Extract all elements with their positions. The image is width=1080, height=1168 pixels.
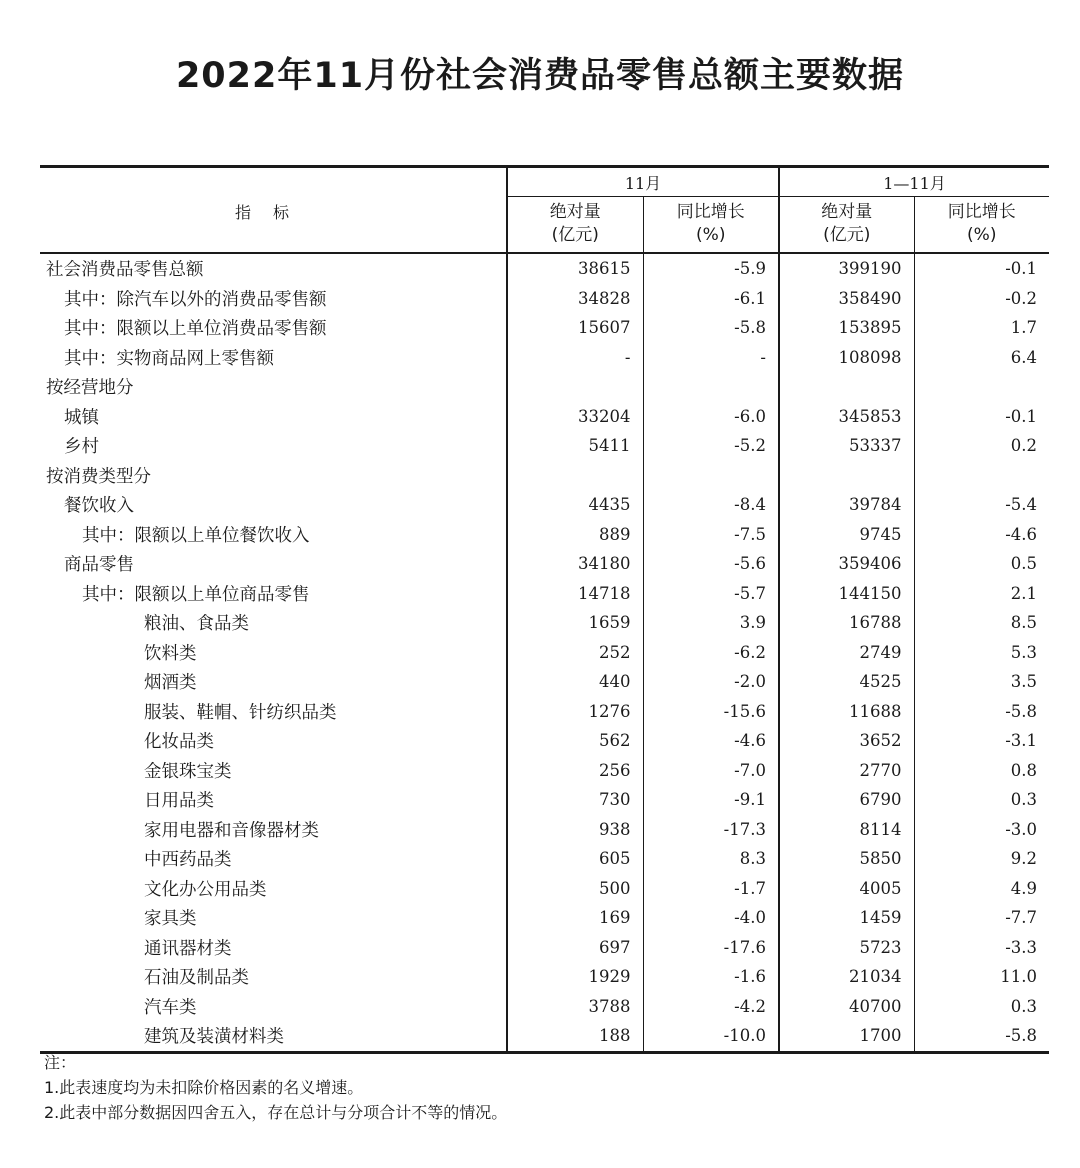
row-label: 其中：限额以上单位餐饮收入	[82, 525, 310, 546]
ytd-abs-cell: 1700	[779, 1021, 914, 1052]
table-body	[40, 253, 1049, 1052]
row-label: 其中：限额以上单位消费品零售额	[64, 319, 327, 340]
table-row	[40, 343, 1049, 373]
row-label: 汽车类	[144, 997, 197, 1018]
table-row	[40, 815, 1049, 845]
ytd-yoy-cell: 4.9	[914, 874, 1049, 904]
ytd-abs-cell: 358490	[779, 284, 914, 314]
month-yoy-cell: -4.2	[643, 992, 779, 1022]
month-abs-cell: 697	[507, 933, 643, 963]
row-label: 通讯器材类	[144, 938, 232, 959]
ytd-abs-cell: 3652	[779, 726, 914, 756]
row-label: 商品零售	[64, 555, 134, 576]
ytd-yoy-cell: -3.0	[914, 815, 1049, 845]
month-yoy-cell: -17.3	[643, 815, 779, 845]
data-table	[40, 165, 1049, 1054]
ytd-yoy-cell: -7.7	[914, 903, 1049, 933]
ytd-abs-cell: 345853	[779, 402, 914, 432]
row-label: 社会消费品零售总额	[46, 260, 204, 281]
ytd-yoy-header	[914, 197, 1049, 254]
row-label: 其中：除汽车以外的消费品零售额	[64, 289, 327, 310]
month-yoy-cell: -6.1	[643, 284, 779, 314]
month-yoy-cell: -17.6	[643, 933, 779, 963]
table-row	[40, 490, 1049, 520]
table-row	[40, 549, 1049, 579]
ytd-yoy-cell: -5.8	[914, 1021, 1049, 1052]
ytd-abs-cell: 6790	[779, 785, 914, 815]
ytd-yoy-cell: -0.2	[914, 284, 1049, 314]
ytd-abs-cell: 21034	[779, 962, 914, 992]
ytd-abs-cell: 108098	[779, 343, 914, 373]
ytd-abs-cell: 2749	[779, 638, 914, 668]
abs-unit: (亿元)	[551, 225, 599, 245]
table-row	[40, 638, 1049, 668]
table-row	[40, 962, 1049, 992]
row-label: 金银珠宝类	[144, 761, 232, 782]
table-row	[40, 402, 1049, 432]
month-abs-cell: 188	[507, 1021, 643, 1052]
yoy-label: 同比增长	[676, 202, 745, 222]
ytd-abs-cell: 39784	[779, 490, 914, 520]
month-abs-cell: 3788	[507, 992, 643, 1022]
abs-label: 绝对量	[821, 202, 873, 222]
ytd-yoy-cell: -3.1	[914, 726, 1049, 756]
month-yoy-cell: -6.0	[643, 402, 779, 432]
ytd-group-header: 1—11月	[779, 167, 1049, 197]
yoy-unit: (%)	[967, 225, 997, 245]
month-yoy-cell: -5.8	[643, 313, 779, 343]
ytd-yoy-cell: -3.3	[914, 933, 1049, 963]
month-abs-cell: 169	[507, 903, 643, 933]
ytd-yoy-cell: 8.5	[914, 608, 1049, 638]
month-abs-cell: 1929	[507, 962, 643, 992]
ytd-abs-cell	[779, 372, 914, 402]
ytd-abs-cell: 40700	[779, 992, 914, 1022]
month-abs-header	[507, 197, 643, 254]
month-yoy-cell	[643, 461, 779, 491]
table-row	[40, 844, 1049, 874]
ytd-abs-cell: 4005	[779, 874, 914, 904]
month-yoy-cell: -15.6	[643, 697, 779, 727]
month-yoy-cell: -5.6	[643, 549, 779, 579]
ytd-yoy-cell: 0.5	[914, 549, 1049, 579]
row-label: 建筑及装潢材料类	[40, 1021, 507, 1052]
month-abs-cell: 1276	[507, 697, 643, 727]
ytd-yoy-cell: 6.4	[914, 343, 1049, 373]
table-row	[40, 933, 1049, 963]
row-label: 服装、鞋帽、针纺织品类	[144, 702, 337, 723]
abs-label: 绝对量	[549, 202, 601, 222]
note-item: 2.此表中部分数据因四舍五入，存在总计与分项合计不等的情况。	[44, 1103, 508, 1122]
month-yoy-cell	[643, 372, 779, 402]
abs-unit: (亿元)	[823, 225, 871, 245]
month-yoy-cell: 8.3	[643, 844, 779, 874]
month-abs-cell: 14718	[507, 579, 643, 609]
ytd-yoy-cell: -4.6	[914, 520, 1049, 550]
month-yoy-cell: -10.0	[643, 1021, 779, 1052]
row-label: 中西药品类	[144, 850, 232, 871]
page-title: 2022年11月份社会消费品零售总额主要数据	[175, 56, 905, 96]
month-yoy-cell: -5.2	[643, 431, 779, 461]
row-label: 粮油、食品类	[144, 614, 249, 635]
month-yoy-header	[643, 197, 779, 254]
ytd-abs-cell: 8114	[779, 815, 914, 845]
ytd-yoy-cell	[914, 461, 1049, 491]
month-abs-cell: 34828	[507, 284, 643, 314]
month-yoy-cell: -4.0	[643, 903, 779, 933]
month-yoy-cell: -1.6	[643, 962, 779, 992]
ytd-abs-cell: 11688	[779, 697, 914, 727]
note-item: 1.此表速度均为未扣除价格因素的名义增速。	[44, 1078, 364, 1097]
ytd-yoy-cell: -5.8	[914, 697, 1049, 727]
ytd-abs-cell: 5723	[779, 933, 914, 963]
table-header	[40, 167, 1049, 254]
row-label: 按经营地分	[46, 378, 134, 399]
month-abs-cell: 34180	[507, 549, 643, 579]
month-abs-cell: 15607	[507, 313, 643, 343]
table-row	[40, 284, 1049, 314]
month-abs-cell: 440	[507, 667, 643, 697]
notes-heading: 注：	[44, 1053, 77, 1072]
table-row	[40, 874, 1049, 904]
table-row	[40, 903, 1049, 933]
month-yoy-cell: -8.4	[643, 490, 779, 520]
table-row	[40, 785, 1049, 815]
row-label: 文化办公用品类	[144, 879, 267, 900]
month-abs-cell: 500	[507, 874, 643, 904]
ytd-abs-cell: 359406	[779, 549, 914, 579]
ytd-yoy-cell: 0.3	[914, 992, 1049, 1022]
month-yoy-cell: 3.9	[643, 608, 779, 638]
month-abs-cell: 252	[507, 638, 643, 668]
ytd-abs-cell: 1459	[779, 903, 914, 933]
ytd-yoy-cell: 2.1	[914, 579, 1049, 609]
ytd-abs-cell: 144150	[779, 579, 914, 609]
month-abs-cell: 562	[507, 726, 643, 756]
row-label: 日用品类	[144, 791, 214, 812]
month-yoy-cell: -4.6	[643, 726, 779, 756]
ytd-yoy-cell: 3.5	[914, 667, 1049, 697]
row-label: 城镇	[64, 407, 99, 428]
ytd-abs-cell: 5850	[779, 844, 914, 874]
table-row	[40, 726, 1049, 756]
month-yoy-cell: -	[643, 343, 779, 373]
month-abs-cell: 33204	[507, 402, 643, 432]
ytd-yoy-cell	[914, 372, 1049, 402]
ytd-abs-cell: 4525	[779, 667, 914, 697]
ytd-yoy-cell: 9.2	[914, 844, 1049, 874]
yoy-label: 同比增长	[947, 202, 1016, 222]
row-label: 饮料类	[144, 643, 197, 664]
table-row	[40, 1021, 1049, 1052]
table-row	[40, 756, 1049, 786]
month-yoy-cell: -7.5	[643, 520, 779, 550]
ytd-abs-cell: 153895	[779, 313, 914, 343]
table-row	[40, 579, 1049, 609]
table-row	[40, 253, 1049, 284]
ytd-abs-cell	[779, 461, 914, 491]
ytd-yoy-cell: 1.7	[914, 313, 1049, 343]
ytd-yoy-cell: 0.8	[914, 756, 1049, 786]
footnotes	[44, 1050, 507, 1125]
month-yoy-cell: -6.2	[643, 638, 779, 668]
ytd-abs-cell: 399190	[779, 253, 914, 284]
month-abs-cell: 4435	[507, 490, 643, 520]
table-row	[40, 667, 1049, 697]
table-row	[40, 992, 1049, 1022]
month-abs-cell: 38615	[507, 253, 643, 284]
month-abs-cell: -	[507, 343, 643, 373]
table-row	[40, 313, 1049, 343]
table-row	[40, 372, 1049, 402]
row-label: 其中：实物商品网上零售额	[64, 348, 274, 369]
row-label: 餐饮收入	[64, 496, 134, 517]
month-yoy-cell: -2.0	[643, 667, 779, 697]
month-group-header: 11月	[507, 167, 779, 197]
ytd-yoy-cell: 5.3	[914, 638, 1049, 668]
ytd-yoy-cell: -0.1	[914, 253, 1049, 284]
table-row	[40, 520, 1049, 550]
table-row	[40, 608, 1049, 638]
row-label: 家用电器和音像器材类	[144, 820, 319, 841]
month-abs-cell: 1659	[507, 608, 643, 638]
ytd-yoy-cell: 0.2	[914, 431, 1049, 461]
month-abs-cell: 730	[507, 785, 643, 815]
month-yoy-cell: -5.9	[643, 253, 779, 284]
ytd-yoy-cell: 0.3	[914, 785, 1049, 815]
month-yoy-cell: -1.7	[643, 874, 779, 904]
row-label: 家具类	[144, 909, 197, 930]
row-label: 烟酒类	[144, 673, 197, 694]
row-label: 按消费类型分	[46, 466, 151, 487]
ytd-abs-cell: 16788	[779, 608, 914, 638]
ytd-abs-cell: 9745	[779, 520, 914, 550]
indicator-header: 指标	[40, 167, 507, 254]
ytd-abs-header	[779, 197, 914, 254]
row-label: 石油及制品类	[144, 968, 249, 989]
ytd-abs-cell: 53337	[779, 431, 914, 461]
ytd-yoy-cell: 11.0	[914, 962, 1049, 992]
table-row	[40, 461, 1049, 491]
yoy-unit: (%)	[696, 225, 726, 245]
ytd-yoy-cell: -0.1	[914, 402, 1049, 432]
month-abs-cell	[507, 461, 643, 491]
month-abs-cell: 5411	[507, 431, 643, 461]
month-yoy-cell: -7.0	[643, 756, 779, 786]
ytd-abs-cell: 2770	[779, 756, 914, 786]
row-label: 化妆品类	[144, 732, 214, 753]
month-yoy-cell: -5.7	[643, 579, 779, 609]
month-abs-cell: 605	[507, 844, 643, 874]
row-label: 乡村	[64, 437, 99, 458]
table-row	[40, 697, 1049, 727]
month-abs-cell	[507, 372, 643, 402]
month-abs-cell: 938	[507, 815, 643, 845]
table-row	[40, 431, 1049, 461]
row-label: 其中：限额以上单位商品零售	[82, 584, 310, 605]
month-abs-cell: 256	[507, 756, 643, 786]
month-yoy-cell: -9.1	[643, 785, 779, 815]
ytd-yoy-cell: -5.4	[914, 490, 1049, 520]
month-abs-cell: 889	[507, 520, 643, 550]
